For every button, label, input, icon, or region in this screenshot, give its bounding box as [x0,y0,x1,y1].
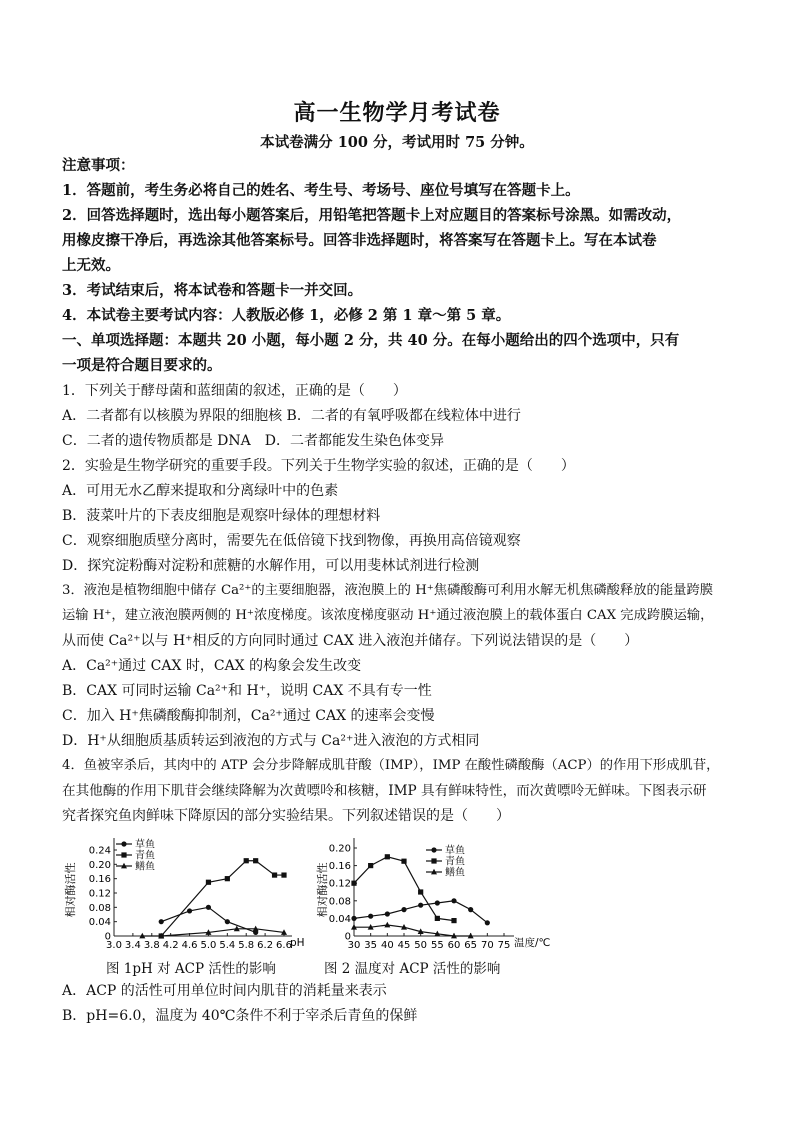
figure-1-ylabel: 相对酶活性 [64,862,77,918]
y-tick-label: 0.16 [328,861,351,873]
y-tick-label: 0.20 [328,843,351,855]
legend-label: 草鱼 [135,839,155,851]
data-point-square [368,863,373,868]
page-title: 高一生物学月考试卷 [293,100,501,126]
legend-marker [121,841,126,846]
x-tick-label: 3.8 [143,940,160,950]
page-subtitle: 本试卷满分 100 分，考试用时 75 分钟。 [260,134,534,151]
y-tick-label: 0 [104,931,111,943]
data-point-square [435,916,440,921]
note-line: 3．考试结束后，将本试卷和答题卡一并交回。 [62,282,363,299]
y-tick-label: 0.12 [328,878,351,890]
data-point-square [418,889,423,894]
y-tick-label: 0.20 [88,859,111,871]
data-point-circle [368,914,373,919]
legend-marker [431,858,436,863]
figure-2-caption: 图 2 温度对 ACP 活性的影响 [324,961,501,977]
legend-label: 鳝鱼 [135,861,155,873]
y-tick-label: 0.08 [328,896,351,908]
figure-1-xlabel: pH [290,937,305,949]
data-point-square [351,881,356,886]
option-line: C．二者的遗传物质都是 DNA D．二者都能发生染色体变异 [62,433,444,449]
question-line: 究者探究鱼肉鲜味下降原因的部分实验结果。下列叙述错误的是（ ） [62,808,510,824]
x-tick-label: 3.4 [124,940,141,950]
option-line: B．pH=6.0，温度为 40℃条件不利于宰杀后青鱼的保鲜 [62,1008,418,1024]
note-line: 用橡皮擦干净后，再选涂其他答案标号。回答非选择题时，将答案写在答题卡上。写在本试卷 [62,232,657,249]
legend-label: 青鱼 [445,856,465,868]
section-heading: 一项是符合题目要求的。 [62,357,222,374]
option-line: A．Ca²⁺通过 CAX 时，CAX 的构象会发生改变 [62,658,362,674]
data-point-square [272,872,277,877]
note-line: 1．答题前，考生务必将自己的姓名、考生号、考场号、座位号填写在答题卡上。 [62,182,580,199]
data-point-circle [385,911,390,916]
legend-marker [431,847,436,852]
legend-label: 青鱼 [135,850,155,862]
question-line: 4．鱼被宰杀后，其肉中的 ATP 会分步降解成肌苷酸（IMP），IMP 在酸性磷酸酶（ACP）的作用下形成肌苷， [62,758,720,773]
x-tick-label: 60 [447,940,461,950]
x-tick-label: 4.2 [162,940,179,950]
note-line: 2．回答选择题时，选出每小题答案后，用铅笔把答题卡上对应题目的答案标号涂黑。如需改动， [62,207,682,224]
question-line: 从而使 Ca²⁺以与 H⁺相反的方向同时通过 CAX 进入液泡并储存。下列说法错误的是（ ） [62,633,639,649]
data-point-circle [468,907,473,912]
x-tick-label: 50 [414,940,428,950]
option-line: D．H⁺从细胞质基质转运到液泡的方式与 Ca²⁺进入液泡的方式相同 [62,733,480,749]
y-tick-label: 0.24 [88,845,111,857]
x-tick-label: 6.2 [257,940,274,950]
x-tick-label: 5.0 [200,940,217,950]
option-line: C．加入 H⁺焦磷酸酶抑制剂，Ca²⁺通过 CAX 的速率会变慢 [62,708,435,724]
option-line: B．菠菜叶片的下表皮细胞是观察叶绿体的理想材料 [62,508,381,524]
data-point-square [385,854,390,859]
question-line: 1．下列关于酵母菌和蓝细菌的叙述，正确的是（ ） [62,383,407,399]
y-tick-label: 0.16 [88,874,111,886]
y-tick-label: 0.12 [88,888,111,900]
data-point-circle [418,903,423,908]
legend-label: 草鱼 [445,845,465,857]
data-point-circle [187,908,192,913]
section-heading: 一、单项选择题：本题共 20 小题，每小题 2 分，共 40 分。在每小题给出的四个选项中，只有 [62,332,680,349]
option-line: D．探究淀粉酶对淀粉和蔗糖的水解作用，可以用斐林试剂进行检测 [62,558,480,574]
x-tick-label: 55 [430,940,444,950]
x-tick-label: 35 [364,940,378,950]
x-tick-label: 5.8 [238,940,255,950]
legend-marker [121,852,126,857]
option-line: A．可用无水乙醇来提取和分离绿叶中的色素 [62,483,339,499]
option-line: C．观察细胞质壁分离时，需要先在低倍镜下找到物像，再换用高倍镜观察 [62,533,521,549]
question-line: 在其他酶的作用下肌苷会继续降解为次黄嘌呤和核糖，IMP 具有鲜味特性，而次黄嘌呤无鲜味。下图表示研 [62,783,707,799]
figure-1-caption: 图 1pH 对 ACP 活性的影响 [106,961,276,977]
x-tick-label: 75 [497,940,511,950]
x-tick-label: 70 [480,940,494,950]
data-point-square [401,859,406,864]
option-line: B．CAX 可同时运输 Ca²⁺和 H⁺，说明 CAX 不具有专一性 [62,683,432,699]
figure-2-chart [314,828,560,950]
x-tick-label: 40 [380,940,394,950]
data-point-circle [225,919,230,924]
question-line: 2．实验是生物学研究的重要手段。下列关于生物学实验的叙述，正确的是（ ） [62,458,575,474]
y-tick-label: 0.04 [328,913,351,925]
question-line: 运输 H⁺，建立液泡膜两侧的 H⁺浓度梯度。该浓度梯度驱动 H⁺通过液泡膜上的载体蛋白 CAX 完成跨膜运输， [62,608,714,623]
x-tick-label: 6.6 [276,940,292,950]
y-tick-label: 0 [344,931,351,943]
data-point-circle [401,907,406,912]
question-line: 3．液泡是植物细胞中储存 Ca²⁺的主要细胞器，液泡膜上的 H⁺焦磷酸酶可利用水解无机焦磷酸释放的能量跨膜 [62,583,714,598]
data-point-square [225,876,230,881]
data-point-square [206,880,211,885]
figure-2-ylabel: 相对酶活性 [316,862,329,918]
data-point-square [281,872,286,877]
data-point-circle [485,920,490,925]
figure-2-xlabel: 温度/℃ [514,937,551,949]
option-line: A．二者都有以核膜为界限的细胞核 B．二者的有氧呼吸都在线粒体中进行 [62,408,521,424]
x-tick-label: 4.6 [181,940,198,950]
data-point-circle [159,919,164,924]
note-line: 4．本试卷主要考试内容：人教版必修 1，必修 2 第 1 章～第 5 章。 [62,307,511,324]
data-point-triangle [384,922,390,928]
notes-heading: 注意事项： [62,157,135,174]
x-tick-label: 3.0 [106,940,122,950]
option-line: A．ACP 的活性可用单位时间内肌苷的消耗量来表示 [62,983,387,999]
legend-label: 鳝鱼 [445,867,465,879]
series-line-square [161,861,284,936]
data-point-circle [351,916,356,921]
x-tick-label: 45 [397,940,411,950]
note-line: 上无效。 [62,257,120,274]
data-point-square [451,918,456,923]
data-point-square [253,858,258,863]
data-point-circle [451,898,456,903]
data-point-circle [206,905,211,910]
data-point-square [244,858,249,863]
data-point-circle [435,900,440,905]
x-tick-label: 30 [347,940,361,950]
x-tick-label: 65 [464,940,478,950]
y-tick-label: 0.04 [88,917,111,929]
x-tick-label: 5.4 [219,940,236,950]
y-tick-label: 0.08 [88,902,111,914]
figure-1-chart [62,828,312,950]
